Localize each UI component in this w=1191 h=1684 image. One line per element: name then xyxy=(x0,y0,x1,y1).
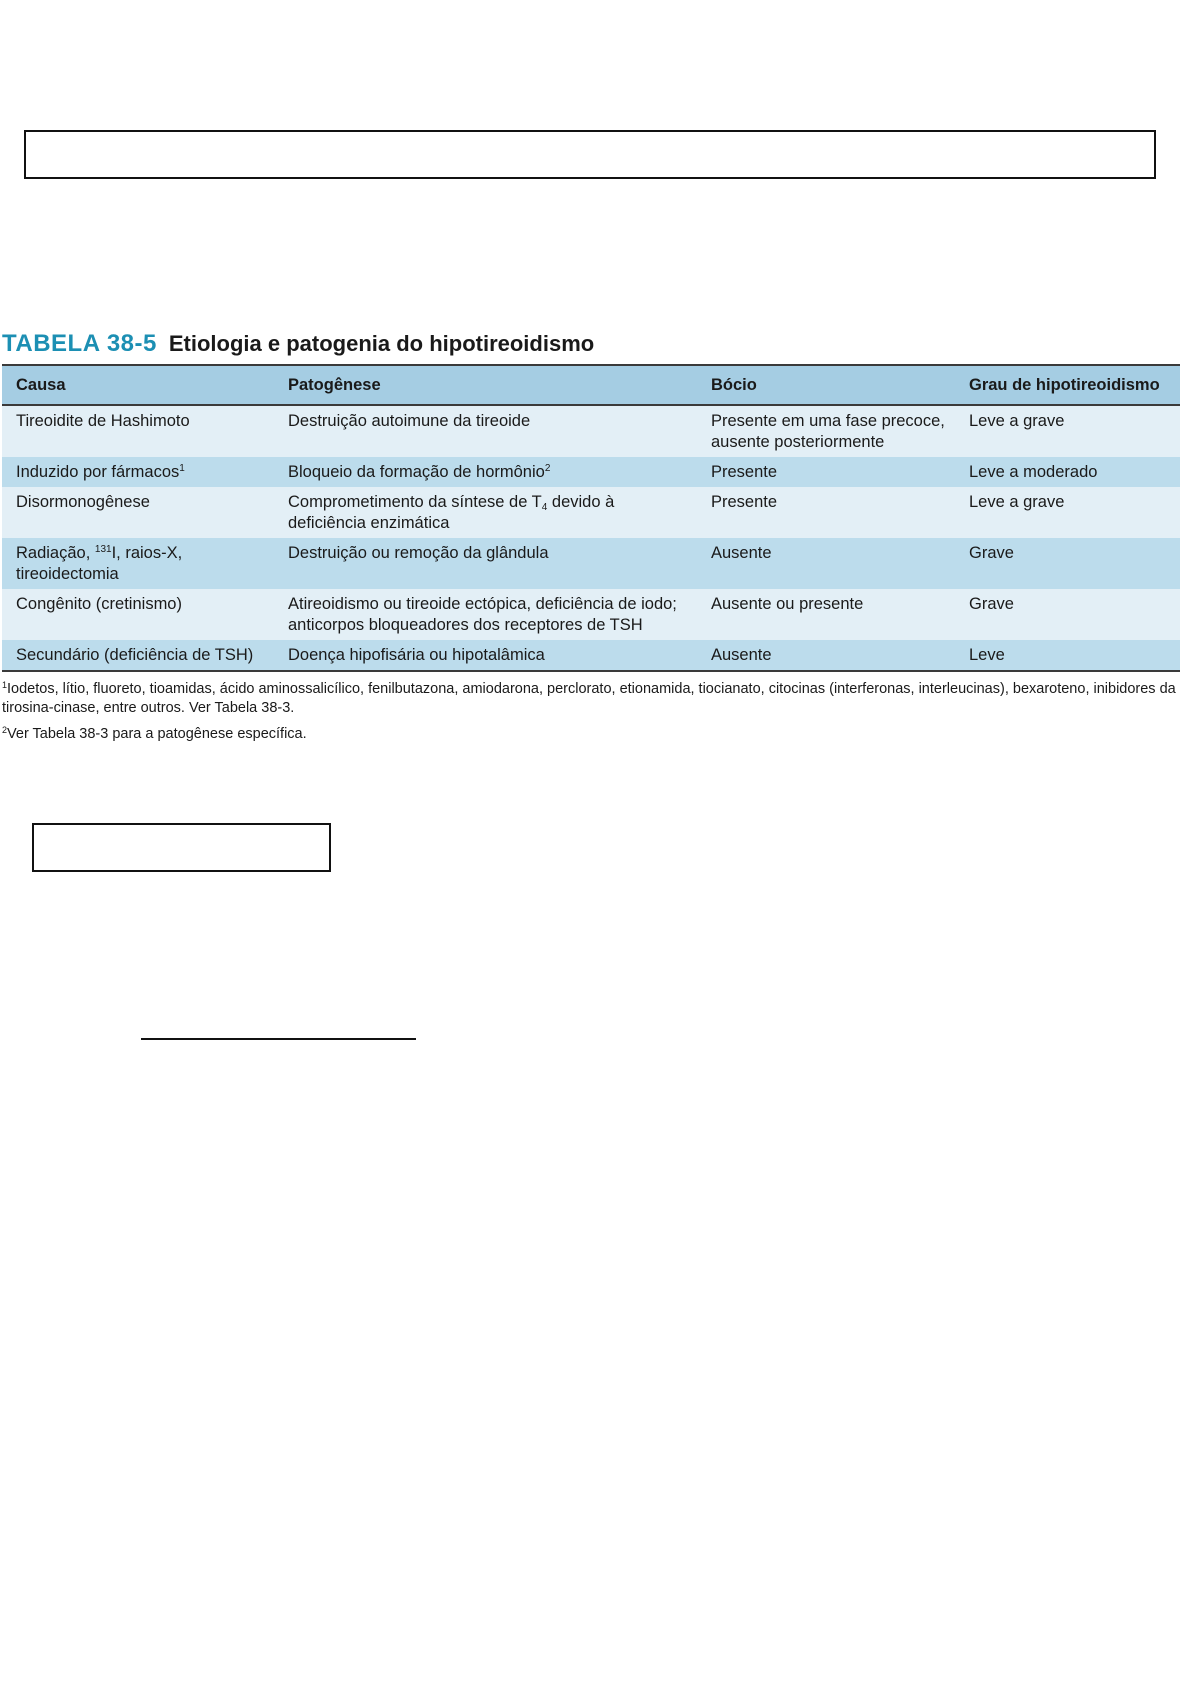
cell-patogenese xyxy=(274,487,697,538)
header-patogenese: Patogênese xyxy=(288,375,381,394)
cell-bocio: Ausente ou presente xyxy=(711,595,864,613)
footnote-mark: 1 xyxy=(2,680,8,690)
cell-grau: Leve a grave xyxy=(969,412,1065,430)
isotope-superscript: 131 xyxy=(94,544,112,555)
table-38-5 xyxy=(2,328,1180,751)
table-row xyxy=(2,405,1180,457)
footnote-text: Ver Tabela 38-3 para a patogênese específica. xyxy=(7,726,307,742)
blank-underline xyxy=(141,1038,416,1040)
cell-patogenese xyxy=(274,457,697,487)
table-header-row xyxy=(2,365,1180,405)
table-row xyxy=(2,487,1180,538)
cell-causa: Disormonogênese xyxy=(16,493,150,511)
header-bocio: Bócio xyxy=(711,375,757,394)
empty-text-box xyxy=(24,130,1156,179)
footnote-ref: 1 xyxy=(179,463,185,474)
table-footnotes xyxy=(2,680,1180,744)
cell-causa: Secundário (deficiência de TSH) xyxy=(16,646,254,664)
cell-causa: Congênito (cretinismo) xyxy=(16,595,182,613)
footnote-ref: 2 xyxy=(544,463,551,474)
footnote xyxy=(2,680,1180,718)
cell-bocio: Presente em uma fase precoce, ausente posteriormente xyxy=(711,412,945,451)
cell-patogenese: Doença hipofisária ou hipotalâmica xyxy=(288,646,545,664)
cell-bocio: Presente xyxy=(711,493,778,511)
cell-grau: Leve a moderado xyxy=(969,463,1098,481)
table-row xyxy=(2,589,1180,640)
cell-bocio: Ausente xyxy=(711,544,772,562)
cell-text: I, raios-X, tireoidectomia xyxy=(16,544,183,583)
cell-text: devido à deficiência enzimática xyxy=(288,493,615,532)
cell-bocio: Presente xyxy=(711,463,778,481)
empty-small-box xyxy=(32,823,331,872)
table-row xyxy=(2,457,1180,487)
table-row xyxy=(2,640,1180,671)
cell-grau: Leve a grave xyxy=(969,493,1065,511)
footnote-mark: 2 xyxy=(2,725,8,735)
cell-patogenese: Atireoidismo ou tireoide ectópica, deficiência de iodo; anticorpos bloqueadores dos receptores de TSH xyxy=(288,595,677,634)
table-caption: Etiologia e patogenia do hipotireoidismo xyxy=(168,331,595,356)
cell-grau: Grave xyxy=(969,595,1014,613)
header-grau: Grau de hipotireoidismo xyxy=(969,375,1160,394)
table-row xyxy=(2,538,1180,589)
cell-text: Bloqueio da formação de hormônio xyxy=(288,463,545,481)
table-title xyxy=(2,328,1180,359)
cell-patogenese: Destruição ou remoção da glândula xyxy=(288,544,549,562)
table-number: TABELA 38-5 xyxy=(2,330,157,357)
cell-text: Radiação, xyxy=(16,544,95,562)
cell-bocio: Ausente xyxy=(711,646,772,664)
cell-causa xyxy=(2,457,274,487)
header-causa: Causa xyxy=(16,375,66,394)
cell-causa xyxy=(2,538,274,589)
cell-grau: Grave xyxy=(969,544,1014,562)
subscript: 4 xyxy=(541,502,548,513)
etiology-table xyxy=(2,364,1180,672)
footnote xyxy=(2,725,1180,744)
cell-patogenese: Destruição autoimune da tireoide xyxy=(288,412,531,430)
cell-text: Comprometimento da síntese de T xyxy=(288,493,542,511)
footnote-text: Iodetos, lítio, fluoreto, tioamidas, ácido aminossalicílico, fenilbutazona, amiodarona, perclorato, etionamida, tiocianato, citocinas (interferonas, interleucinas), bexaroteno, inibidores da tirosina-cinase, entre outros. Ver Tabela 38-3. xyxy=(2,681,1176,716)
cell-causa: Tireoidite de Hashimoto xyxy=(16,412,190,430)
cell-grau: Leve xyxy=(969,646,1005,664)
cell-text: Induzido por fármacos xyxy=(16,463,180,481)
